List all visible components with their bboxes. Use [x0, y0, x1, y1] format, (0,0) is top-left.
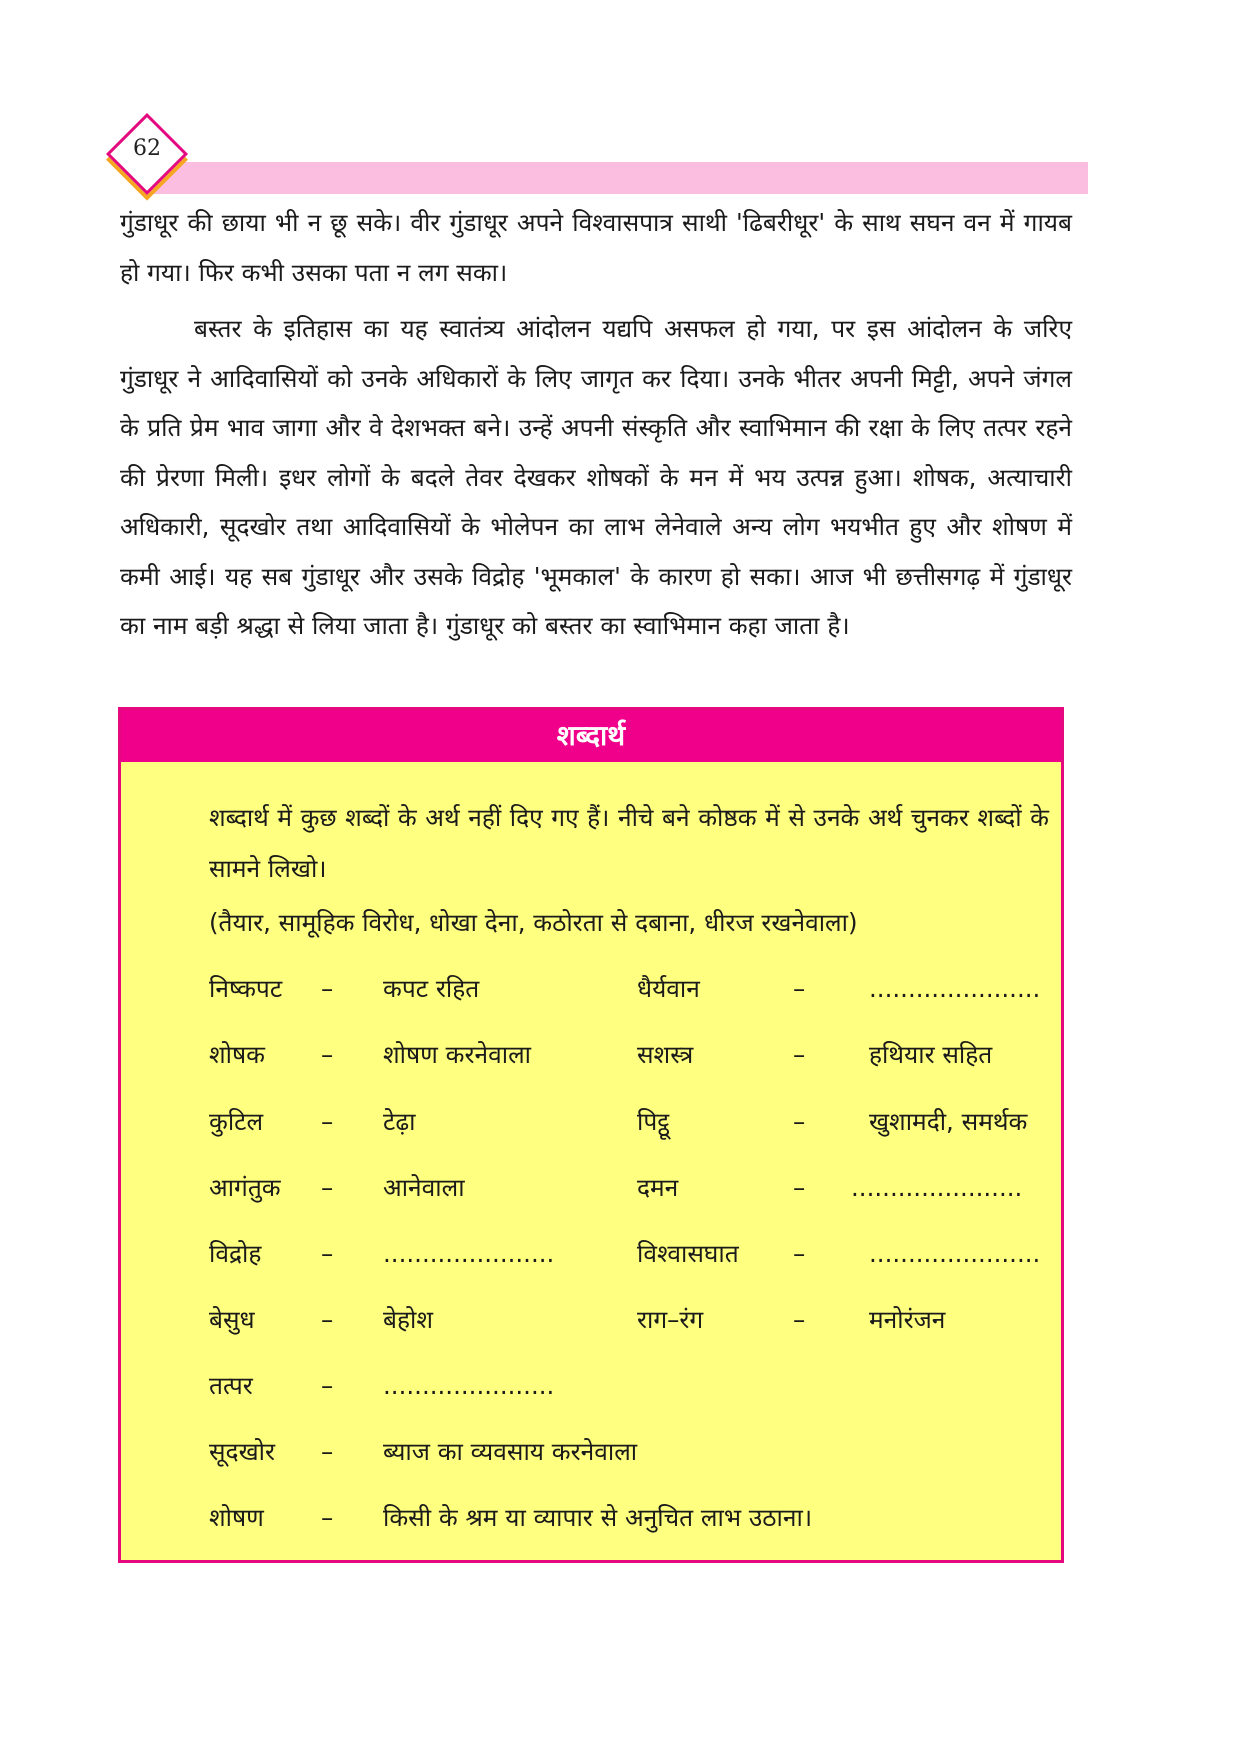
glossary-options: (तैयार, सामूहिक विरोध, धोखा देना, कठोरता से दबाना, धीरज रखनेवाला): [209, 908, 858, 937]
glossary-row: [121, 964, 1061, 1014]
glossary-term: तत्पर: [209, 1371, 253, 1400]
glossary-blank[interactable]: ......................: [851, 1173, 1023, 1202]
glossary-dash: –: [321, 1437, 334, 1466]
glossary-term: कुटिल: [209, 1107, 264, 1136]
glossary-dash: –: [793, 1040, 806, 1069]
glossary-dash: –: [793, 1107, 806, 1136]
glossary-dash: –: [321, 1107, 334, 1136]
header-band: [150, 162, 1088, 194]
glossary-meaning: शोषण करनेवाला: [383, 1040, 532, 1069]
paragraph-2: बस्तर के इतिहास का यह स्वातंत्र्य आंदोलन यद्यपि असफल हो गया, पर इस आंदोलन के जरिए गुंडाधूर ने आदिवासियों को उनके अधिकारों के लिए जागृत कर दिया। उनके भीतर अपनी मिट्टी, अपने जंगल के प्रति प्रेम भाव जागा और वे देशभक्त बने। उन्हें अपनी संस्कृति और स्वाभिमान की रक्षा के लिए तत्पर रहने की प्रेरणा मिली। इधर लोगों के बदले तेवर देखकर शोषकों के मन में भय उत्पन्न हुआ। शोषक, अत्याचारी अधिकारी, सूदखोर तथा आदिवासियों के भोलेपन का लाभ लेनेवाले अन्य लोग भयभीत हुए और शोषण में कमी आई। यह सब गुंडाधूर और उसके विद्रोह 'भूमकाल' के कारण हो सका। आज भी छत्तीसगढ़ में गुंडाधूर का नाम बड़ी श्रद्धा से लिया जाता है। गुंडाधूर को बस्तर का स्वाभिमान कहा जाता है।: [120, 314, 1073, 640]
glossary-meaning: आनेवाला: [383, 1173, 465, 1202]
page-number: 62: [133, 136, 161, 161]
glossary-row: [121, 1030, 1061, 1080]
glossary-blank[interactable]: ......................: [383, 1239, 555, 1268]
glossary-meaning: टेढ़ा: [383, 1107, 416, 1136]
glossary-meaning: मनोरंजन: [869, 1305, 946, 1334]
glossary-dash: –: [321, 1173, 334, 1202]
glossary-row: [121, 1295, 1061, 1345]
glossary-dash: –: [793, 1305, 806, 1334]
glossary-row: [121, 1097, 1061, 1147]
glossary-dash: –: [321, 974, 334, 1003]
glossary-dash: –: [321, 1239, 334, 1268]
glossary-term: विश्वासघात: [637, 1239, 739, 1268]
glossary-blank[interactable]: ......................: [869, 974, 1041, 1003]
glossary-blank[interactable]: ......................: [383, 1371, 555, 1400]
glossary-row: [121, 1493, 1061, 1543]
glossary-instruction: शब्दार्थ में कुछ शब्दों के अर्थ नहीं दिए गए हैं। नीचे बने कोष्ठक में से उनके अर्थ चुनकर शब्दों के सामने लिखो।: [209, 803, 1049, 883]
glossary-row: [121, 1163, 1061, 1213]
glossary-row: [121, 1229, 1061, 1279]
glossary-term: विद्रोह: [209, 1239, 262, 1268]
glossary-term: राग–रंग: [637, 1305, 704, 1334]
glossary-term: सशस्त्र: [637, 1040, 694, 1069]
glossary-title: शब्दार्थ: [121, 710, 1061, 762]
glossary-meaning: खुशामदी, समर्थक: [869, 1107, 1028, 1136]
glossary-meaning: कपट रहित: [383, 974, 480, 1003]
glossary-term: निष्कपट: [209, 974, 283, 1003]
glossary-blank[interactable]: ......................: [869, 1239, 1041, 1268]
glossary-dash: –: [793, 974, 806, 1003]
glossary-term: बेसुध: [209, 1305, 255, 1334]
glossary-dash: –: [321, 1040, 334, 1069]
glossary-meaning: बेहोश: [383, 1305, 434, 1334]
glossary-term: पिट्ठू: [637, 1107, 670, 1136]
glossary-meaning: ब्याज का व्यवसाय करनेवाला: [383, 1437, 638, 1466]
paragraph-1: गुंडाधूर की छाया भी न छू सके। वीर गुंडाधूर अपने विश्वासपात्र साथी 'ढिबरीधूर' के साथ सघन वन में गायब हो गया। फिर कभी उसका पता न लग सका।: [120, 208, 1072, 287]
glossary-term: शोषक: [209, 1040, 265, 1069]
glossary-meaning: किसी के श्रम या व्यापार से अनुचित लाभ उठाना।: [383, 1503, 813, 1532]
glossary-dash: –: [321, 1503, 334, 1532]
glossary-dash: –: [793, 1239, 806, 1268]
glossary-dash: –: [793, 1173, 806, 1202]
glossary-term: दमन: [637, 1173, 679, 1202]
glossary-meaning: हथियार सहित: [869, 1040, 993, 1069]
glossary-term: सूदखोर: [209, 1437, 275, 1466]
glossary-term: धैर्यवान: [637, 974, 700, 1003]
glossary-dash: –: [321, 1305, 334, 1334]
glossary-box: [118, 707, 1064, 1563]
glossary-term: शोषण: [209, 1503, 264, 1532]
glossary-term: आगंतुक: [209, 1173, 281, 1202]
glossary-dash: –: [321, 1371, 334, 1400]
glossary-row: [121, 1427, 1061, 1477]
glossary-row: [121, 1361, 1061, 1411]
